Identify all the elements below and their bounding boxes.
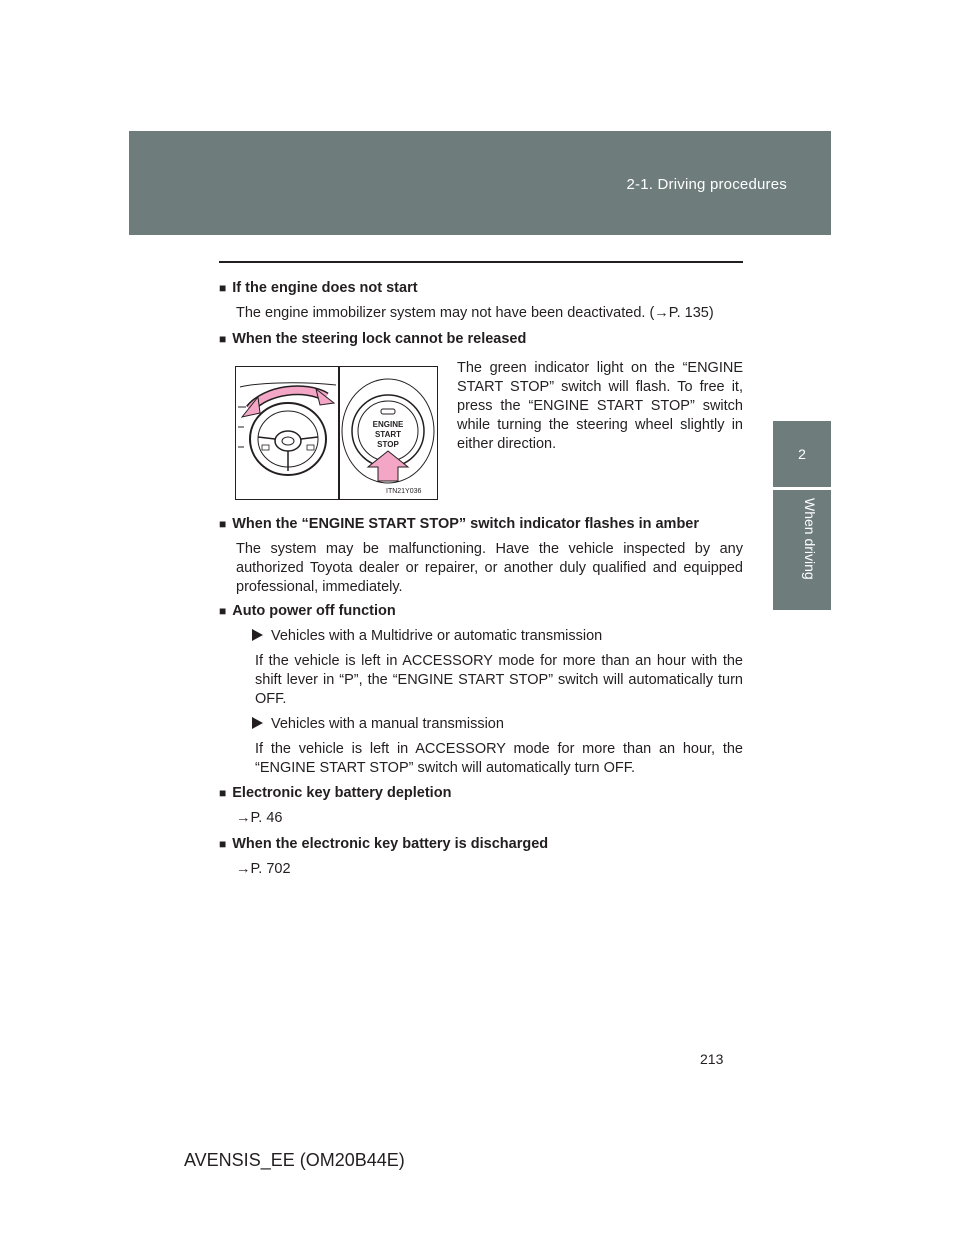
page-number: 213	[700, 1051, 724, 1067]
text-indicator-amber: The system may be malfunctioning. Have the vehicle inspected by any authorized Toyota dealer or repairer, or another duly qualified and equipped professional, immediately.	[236, 541, 743, 595]
item-multidrive-label: Vehicles with a Multidrive or automatic transmission	[271, 628, 603, 644]
link-page-702[interactable]: →P. 702	[236, 861, 291, 877]
heading-engine-no-start: ■ If the engine does not start	[219, 279, 418, 298]
button-label-engine: ENGINE	[372, 420, 404, 429]
text-manual: If the vehicle is left in ACCESSORY mode for more than an hour, the “ENGINE START STOP” switch will automatically turn OFF.	[255, 741, 743, 776]
triangle-bullet-icon	[252, 717, 263, 729]
header-band	[129, 131, 831, 235]
heading-key-battery-discharged: ■ When the electronic key battery is discharged	[219, 835, 548, 854]
steering-lock-illustration	[235, 366, 438, 500]
triangle-bullet-icon	[252, 629, 263, 641]
heading-indicator-amber: ■ When the “ENGINE START STOP” switch indicator flashes in amber	[219, 515, 699, 534]
link-page-46[interactable]: →P. 46	[236, 810, 283, 826]
heading-auto-power-off: ■ Auto power off function	[219, 602, 396, 621]
item-manual	[252, 715, 504, 734]
item-multidrive	[252, 627, 602, 646]
button-label-start: START	[374, 430, 402, 439]
button-label-stop: STOP	[377, 440, 399, 449]
illustration-code: ITN21Y036	[386, 488, 422, 495]
steering-lock-description: The green indicator light on the “ENGINE START STOP” switch will flash. To free it, press the “ENGINE START STOP” switch while turning the steering wheel slightly in either direction.	[457, 360, 743, 452]
section-divider	[219, 261, 743, 263]
document-model-code: AVENSIS_EE (OM20B44E)	[184, 1150, 405, 1170]
steering-wheel-and-button-drawing	[236, 367, 437, 499]
heading-steering-lock: ■ When the steering lock cannot be released	[219, 330, 526, 349]
section-title: 2-1. Driving procedures	[626, 176, 787, 193]
chapter-tab-label: When driving	[802, 498, 818, 580]
chapter-tab[interactable]	[773, 490, 831, 610]
text-engine-no-start: The engine immobilizer system may not have been deactivated. (→P. 135)	[236, 305, 714, 321]
chapter-tab-number[interactable]: 2	[773, 421, 831, 487]
heading-key-battery-depletion: ■ Electronic key battery depletion	[219, 784, 451, 803]
item-manual-label: Vehicles with a manual transmission	[271, 716, 504, 732]
text-multidrive: If the vehicle is left in ACCESSORY mode for more than an hour with the shift lever in “P”, the “ENGINE START STOP” switch will automatically turn OFF.	[255, 653, 743, 707]
